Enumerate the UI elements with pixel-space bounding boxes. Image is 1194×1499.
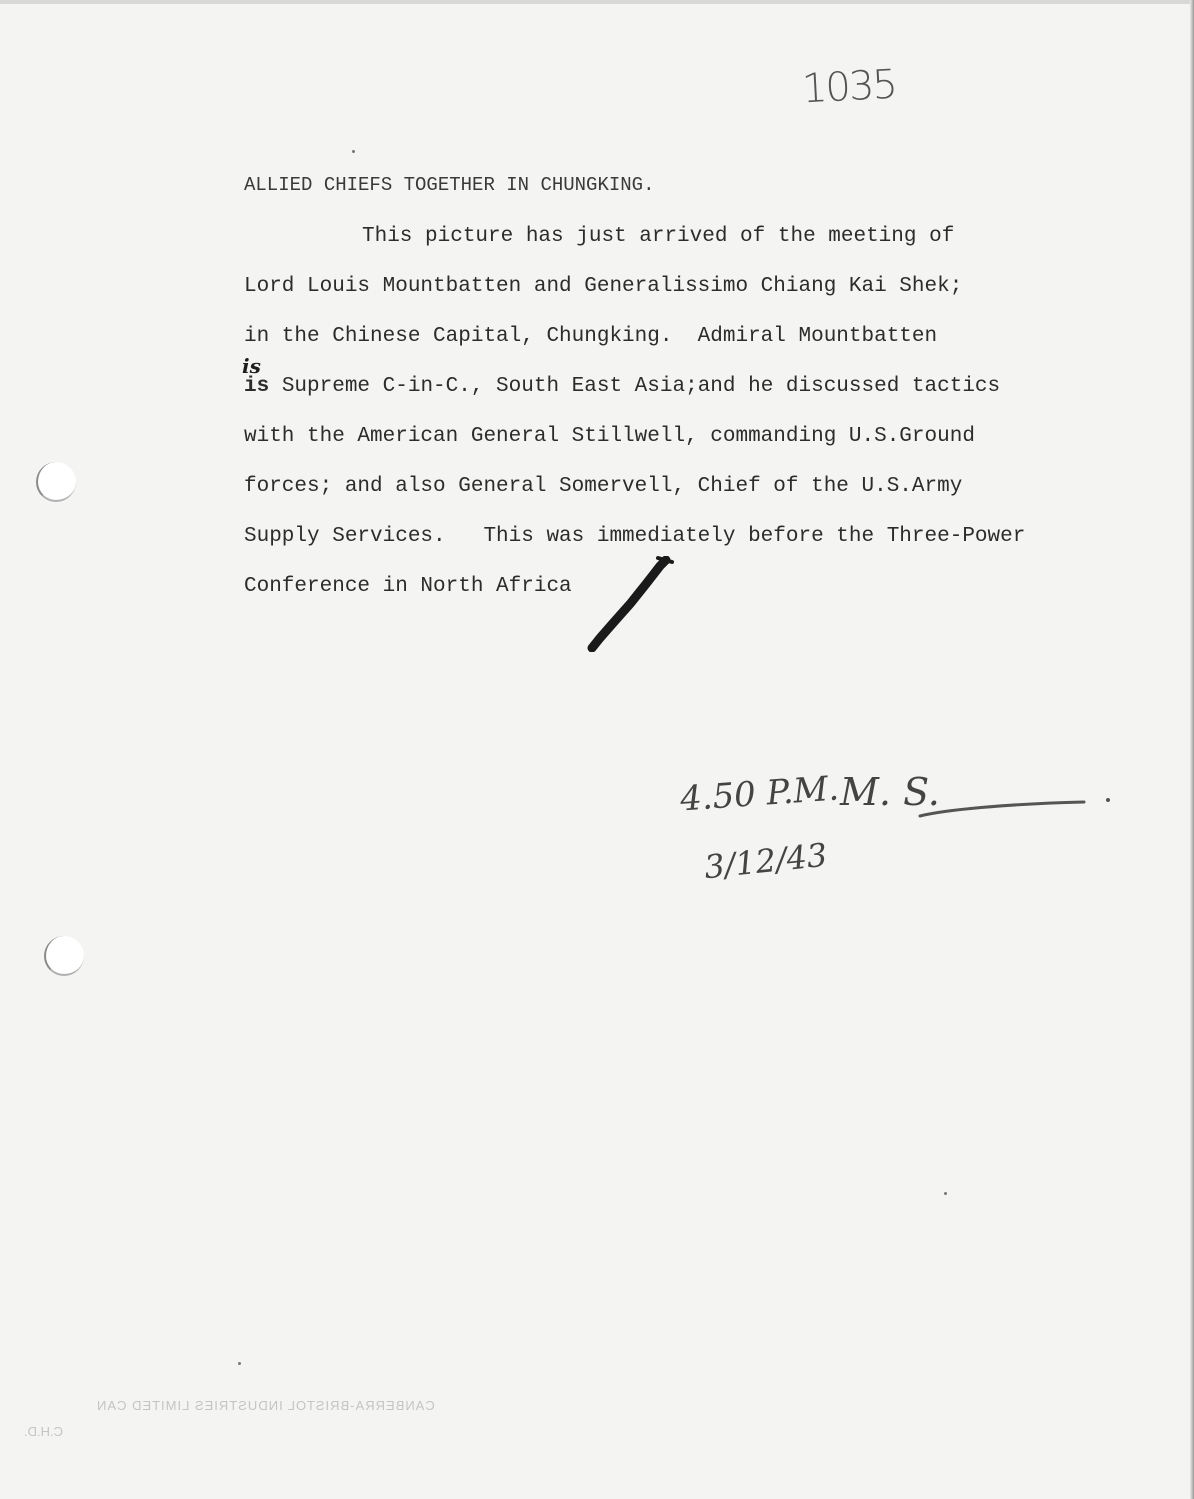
- handwritten-end-mark: [586, 556, 676, 652]
- punch-hole-top: [36, 462, 76, 502]
- punch-hole-bottom: [44, 936, 84, 976]
- annotation-time: 4.50 P.M.: [678, 768, 841, 820]
- handwritten-page-number: 1035: [800, 61, 897, 113]
- paper-speck: [352, 150, 355, 153]
- body-line-5: with the American General Stillwell, commanding U.S.Ground: [244, 425, 975, 448]
- document-title: ALLIED CHIEFS TOGETHER IN CHUNGKING.: [244, 174, 655, 196]
- annotation-date: 3/12/43: [702, 835, 830, 887]
- body-line-1: This picture has just arrived of the meeting of: [362, 225, 955, 248]
- paper-speck: [944, 1192, 947, 1195]
- paper-speck: [238, 1362, 241, 1365]
- body-line-2: Lord Louis Mountbatten and Generalissimo Chiang Kai Shek;: [244, 275, 963, 298]
- body-line-4: [242, 354, 1184, 422]
- body-line-8: Conference in North Africa: [244, 575, 572, 598]
- body-line-3: in the Chinese Capital, Chungking. Admiral Mountbatten: [244, 325, 938, 348]
- page-top-edge: [0, 0, 1194, 4]
- paper-manufacturer-imprint: CANBERRA-BRISTOL INDUSTRIES LIMITED CAN: [96, 1398, 435, 1413]
- handwritten-insertion: is: [242, 354, 261, 378]
- document-body: [244, 222, 1184, 622]
- page-right-edge: [1190, 0, 1194, 1499]
- body-line-6: forces; and also General Somervell, Chief of the U.S.Army: [244, 475, 963, 498]
- signature-flourish: [674, 752, 1124, 912]
- struck-word: [242, 354, 270, 398]
- body-line-7: Supply Services. This was immediately before the Three-Power: [244, 525, 1026, 548]
- body-line-4-text: Supreme C-in-C., South East Asia;and he discussed tactics: [269, 375, 1001, 398]
- paper-corner-mark: C.H.D.: [24, 1424, 63, 1439]
- annotation-initials: M. S.: [840, 770, 940, 814]
- struck-word-text: is: [244, 375, 270, 398]
